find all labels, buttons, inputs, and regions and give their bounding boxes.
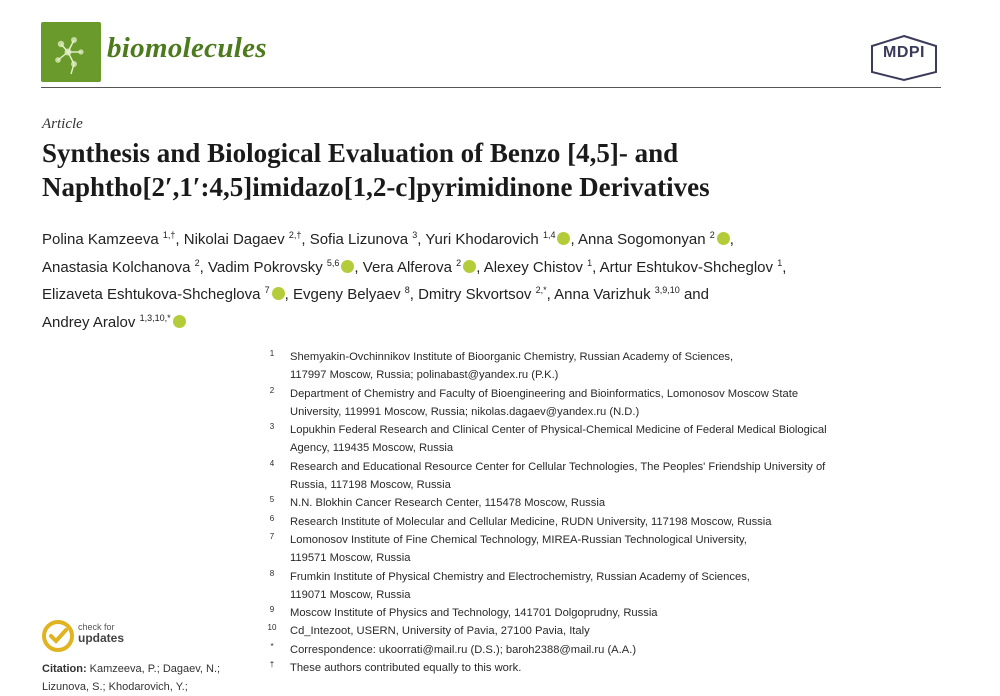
author-line (42, 307, 947, 335)
affiliation-text: Lomonosov Institute of Fine Chemical Technology, MIREA-Russian Technological University, (290, 533, 747, 546)
author-affiliation-sup: 1 (777, 257, 783, 268)
author-name[interactable]: Nikolai Dagaev (183, 231, 289, 248)
affiliation-text: Research Institute of Molecular and Cellular Medicine, RUDN University, 117198 Moscow, Russia (290, 515, 772, 528)
affiliation-item (262, 604, 952, 622)
author-line (42, 224, 947, 252)
affiliation-text: These authors contributed equally to this work. (290, 662, 522, 675)
affiliation-text: Lopukhin Federal Research and Clinical Center of Physical-Chemical Medicine of Federal Medical Biological (290, 424, 827, 437)
affiliation-number: 2 (269, 385, 275, 395)
author-separator: , (417, 231, 426, 248)
author-separator: , (546, 286, 555, 303)
orcid-icon[interactable] (463, 260, 476, 273)
affiliation-number: * (270, 641, 274, 651)
author-name[interactable]: Polina Kamzeeva (42, 231, 163, 248)
author-line (42, 252, 947, 280)
author-separator: , (199, 258, 208, 276)
orcid-icon[interactable] (341, 260, 354, 273)
author-name[interactable]: Sofia Lizunova (309, 231, 413, 248)
affiliation-number: 5 (269, 495, 275, 505)
affiliation-text: Correspondence: ukoorrati@mail.ru (D.S.); baroh2388@mail.ru (A.A.) (290, 643, 637, 656)
orcid-icon[interactable] (173, 315, 186, 328)
check-for-updates-link[interactable] (78, 622, 124, 644)
author-separator: , (782, 258, 787, 276)
affiliation-text: Shemyakin-Ovchinnikov Institute of Bioorganic Chemistry, Russian Academy of Sciences, (290, 351, 734, 363)
affiliation-number: 1 (269, 349, 275, 358)
author-name[interactable]: Vadim Pokrovsky (207, 258, 327, 276)
affiliation-item (262, 458, 952, 495)
affiliation-number: 6 (269, 513, 275, 523)
author-separator: , (284, 286, 293, 303)
affiliation-item (262, 513, 952, 531)
citation-line: Lizunova, S.; Khodarovich, Y.; (42, 681, 188, 693)
publisher-name: MDPI (883, 44, 925, 61)
affiliation-text: 119571 Moscow, Russia (290, 552, 411, 565)
affiliation-text: Research and Educational Resource Center for Cellular Technologies, The Peoples' Friendship University of (290, 460, 826, 473)
citation-line (42, 660, 252, 678)
orcid-icon[interactable] (717, 232, 730, 245)
affiliation-text: Agency, 119435 Moscow, Russia (290, 442, 454, 455)
author-affiliation-sup: 1 (587, 257, 593, 268)
citation-label: Citation: (42, 663, 87, 675)
author-separator: , (476, 258, 484, 276)
author-affiliation-sup: 8 (404, 285, 410, 295)
author-name[interactable]: Vera Alferova (362, 258, 457, 276)
affiliation-number: 4 (269, 458, 275, 468)
affiliation-number: 3 (269, 422, 275, 432)
author-affiliation-sup: 5,6 (326, 257, 340, 268)
author-separator: , (729, 231, 734, 248)
affiliation-item (262, 531, 952, 568)
author-separator: , (354, 258, 363, 276)
header-divider (41, 87, 941, 88)
affiliation-item (262, 494, 952, 512)
author-affiliation-sup: 1,† (162, 230, 176, 240)
author-affiliation-sup: 2,* (535, 285, 547, 295)
affiliation-item (262, 385, 952, 422)
author-name[interactable]: Dmitry Skvortsov (418, 286, 536, 303)
author-name[interactable]: Artur Eshtukov-Shcheglov (599, 258, 778, 276)
affiliation-item (262, 421, 952, 458)
author-separator: and (679, 286, 709, 303)
affiliation-number: 7 (269, 531, 275, 541)
affiliations (262, 348, 952, 677)
orcid-icon[interactable] (557, 232, 570, 245)
article-title (42, 136, 942, 204)
journal-name: biomolecules (107, 32, 267, 64)
affiliation-item (262, 622, 952, 640)
author-name[interactable]: Alexey Chistov (483, 258, 588, 276)
author-name[interactable]: Anna Sogomonyan (577, 231, 710, 248)
affiliation-item (262, 659, 952, 677)
author-separator: , (175, 231, 184, 248)
affiliation-item (262, 348, 952, 385)
affiliation-text: Russia, 117198 Moscow, Russia (290, 479, 451, 492)
affiliation-text: Cd_Intezoot, USERN, University of Pavia, 27100 Pavia, Italy (290, 625, 590, 638)
author-affiliation-sup: 2,† (288, 230, 302, 240)
author-affiliation-sup: 3 (412, 230, 418, 240)
affiliation-number: 10 (267, 623, 277, 633)
affiliation-number: † (269, 660, 275, 670)
affiliation-text: Frumkin Institute of Physical Chemistry and Electrochemistry, Russian Academy of Sciences, (290, 570, 750, 583)
author-name[interactable]: Evgeny Belyaev (293, 286, 405, 303)
author-affiliation-sup: 1,3,10,* (139, 312, 171, 323)
author-name[interactable]: Elizaveta Eshtukova-Shcheglova (42, 286, 265, 303)
affiliation-text: Department of Chemistry and Faculty of Bioengineering and Bioinformatics, Lomonosov Moscow State (290, 387, 799, 400)
author-name[interactable]: Andrey Aralov (42, 313, 140, 331)
article-type: Article (42, 116, 83, 132)
author-list (42, 224, 947, 334)
author-affiliation-sup: 2 (456, 257, 462, 268)
author-separator: , (570, 231, 578, 248)
leaf-icon (41, 22, 101, 82)
affiliation-text: Moscow Institute of Physics and Technology, 141701 Dolgoprudny, Russia (290, 607, 658, 620)
affiliation-text: 119071 Moscow, Russia (290, 588, 411, 601)
author-separator: , (301, 231, 310, 248)
author-affiliation-sup: 1,4 (542, 230, 556, 240)
affiliation-text: 117997 Moscow, Russia; polinabast@yandex.ru (P.K.) (290, 369, 559, 382)
author-line (42, 279, 947, 307)
citation-text: Kamzeeva, P.; Dagaev, N.; (86, 663, 221, 675)
author-separator: , (592, 258, 600, 276)
orcid-icon[interactable] (272, 287, 285, 300)
updates-label: updates (78, 631, 125, 645)
author-affiliation-sup: 3,9,10 (654, 285, 680, 295)
journal-logo (41, 22, 101, 82)
author-affiliation-sup: 2 (194, 257, 200, 268)
author-affiliation-sup: 2 (709, 230, 715, 240)
author-name[interactable]: Anna Varizhuk (554, 286, 655, 303)
author-name[interactable]: Anastasia Kolchanova (42, 258, 195, 276)
affiliation-item (262, 641, 952, 659)
affiliation-text: University, 119991 Moscow, Russia; nikolas.dagaev@yandex.ru (N.D.) (290, 405, 640, 418)
affiliation-item (262, 568, 952, 605)
title-line: Naphtho[2′,1′:4,5]imidazo[1,2-c]pyrimidinone Derivatives (42, 172, 710, 202)
author-affiliation-sup: 7 (264, 285, 270, 295)
affiliation-number: 8 (269, 568, 275, 578)
author-name[interactable]: Yuri Khodarovich (425, 231, 543, 248)
affiliation-text: N.N. Blokhin Cancer Research Center, 115478 Moscow, Russia (290, 497, 606, 510)
author-separator: , (409, 286, 419, 303)
title-line: Synthesis and Biological Evaluation of Benzo [4,5]- and (42, 138, 679, 168)
check-for-updates-icon[interactable] (42, 620, 74, 652)
affiliation-number: 9 (269, 605, 275, 615)
check-for-label: check for (78, 622, 115, 632)
